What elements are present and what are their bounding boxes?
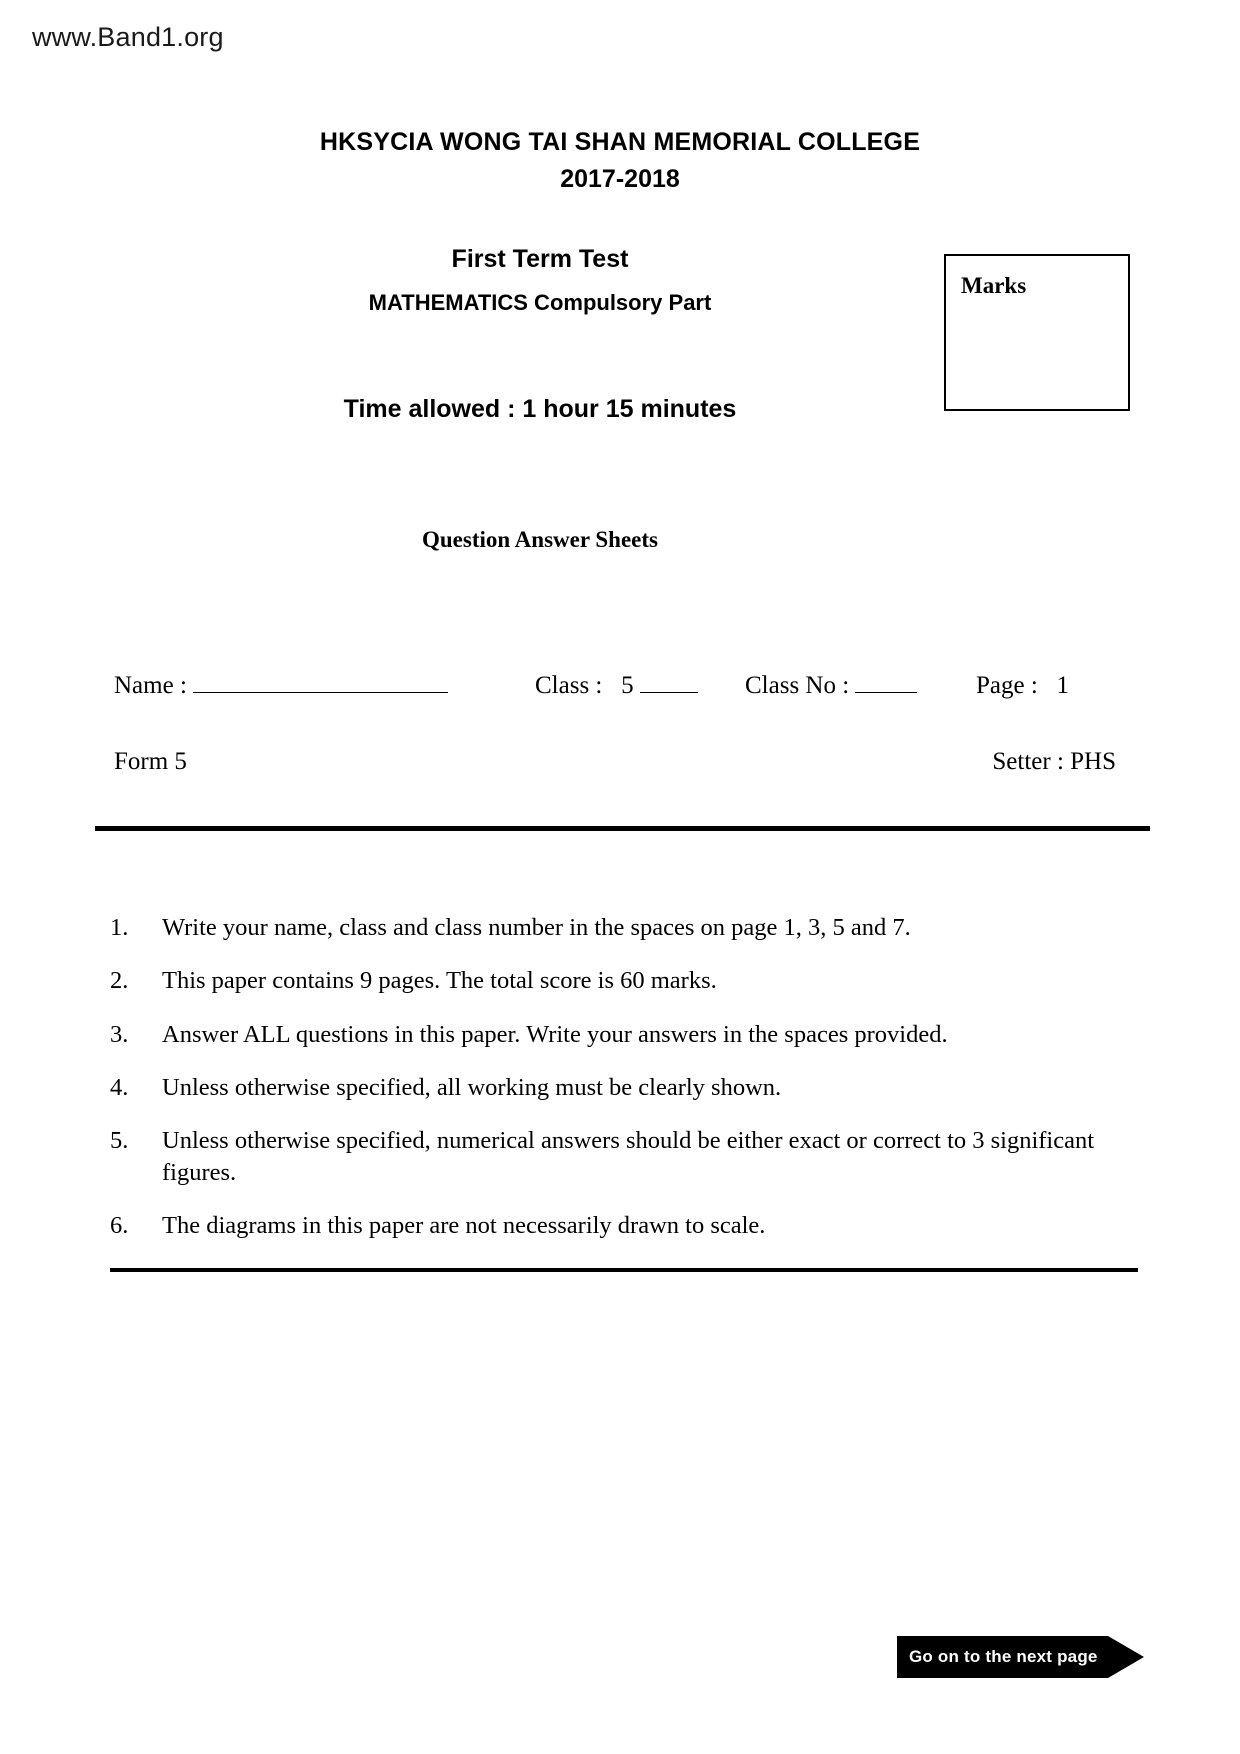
instruction-number: 3. bbox=[110, 1020, 129, 1048]
instruction-text: Write your name, class and class number in the spaces on page 1, 3, 5 and 7. bbox=[162, 914, 911, 941]
instruction-number: 4. bbox=[110, 1074, 129, 1102]
class-no-field-group bbox=[745, 672, 917, 700]
school-name: HKSYCIA WONG TAI SHAN MEMORIAL COLLEGE bbox=[319, 128, 921, 156]
list-item bbox=[110, 1072, 1125, 1103]
instruction-number: 1. bbox=[110, 914, 129, 941]
list-item bbox=[110, 1210, 1125, 1241]
page-number-group bbox=[976, 672, 1069, 700]
instruction-text: This paper contains 9 pages. The total score is 60 marks. bbox=[162, 967, 717, 995]
class-prefix-value: 5 bbox=[621, 672, 634, 699]
class-input[interactable] bbox=[640, 692, 698, 693]
document-type-title bbox=[0, 527, 1240, 553]
instruction-number: 2. bbox=[110, 967, 129, 995]
class-label: Class : bbox=[535, 672, 603, 699]
exam-subject: MATHEMATICS Compulsory Part bbox=[368, 290, 712, 315]
divider-top bbox=[95, 826, 1150, 831]
name-input[interactable] bbox=[193, 692, 448, 693]
name-field-group bbox=[114, 672, 448, 700]
setter-label: Setter : PHS bbox=[992, 748, 1116, 775]
page-label: Page : bbox=[976, 672, 1038, 699]
instruction-number: 6. bbox=[110, 1212, 129, 1240]
list-item bbox=[110, 912, 1125, 943]
name-label: Name : bbox=[114, 672, 187, 699]
site-url-watermark: www.Band1.org bbox=[32, 22, 224, 52]
time-allowed-text: Time allowed : 1 hour 15 minutes bbox=[343, 395, 737, 423]
instruction-text: Unless otherwise specified, numerical answers should be either exact or correct to 3 significant figures. bbox=[162, 1127, 1095, 1186]
divider-bottom bbox=[110, 1268, 1138, 1272]
exam-header bbox=[0, 128, 1240, 194]
arrow-right-icon bbox=[1108, 1636, 1144, 1678]
instruction-text: Unless otherwise specified, all working must be clearly shown. bbox=[162, 1074, 782, 1102]
list-item bbox=[110, 965, 1125, 996]
class-field-group bbox=[535, 672, 698, 700]
exam-title: First Term Test bbox=[451, 245, 629, 273]
page-value: 1 bbox=[1056, 672, 1070, 699]
form-label: Form 5 bbox=[114, 748, 187, 775]
identity-row bbox=[0, 672, 1240, 704]
instruction-text: The diagrams in this paper are not necessarily drawn to scale. bbox=[162, 1212, 766, 1240]
go-on-next-page-label: Go on to the next page bbox=[897, 1636, 1108, 1678]
marks-label: Marks bbox=[961, 273, 1027, 298]
list-item bbox=[110, 1125, 1125, 1188]
class-no-input[interactable] bbox=[855, 692, 917, 693]
document-type-text: Question Answer Sheets bbox=[422, 527, 658, 552]
instruction-text: Answer ALL questions in this paper. Write your answers in the spaces provided. bbox=[162, 1020, 948, 1048]
marks-box bbox=[944, 254, 1130, 411]
class-no-label: Class No : bbox=[745, 672, 850, 699]
list-item bbox=[110, 1019, 1125, 1050]
form-setter-row bbox=[0, 748, 1240, 780]
go-on-next-page-banner bbox=[897, 1636, 1144, 1678]
instruction-number: 5. bbox=[110, 1127, 129, 1155]
school-year: 2017-2018 bbox=[560, 165, 680, 193]
instructions-list bbox=[110, 912, 1125, 1264]
